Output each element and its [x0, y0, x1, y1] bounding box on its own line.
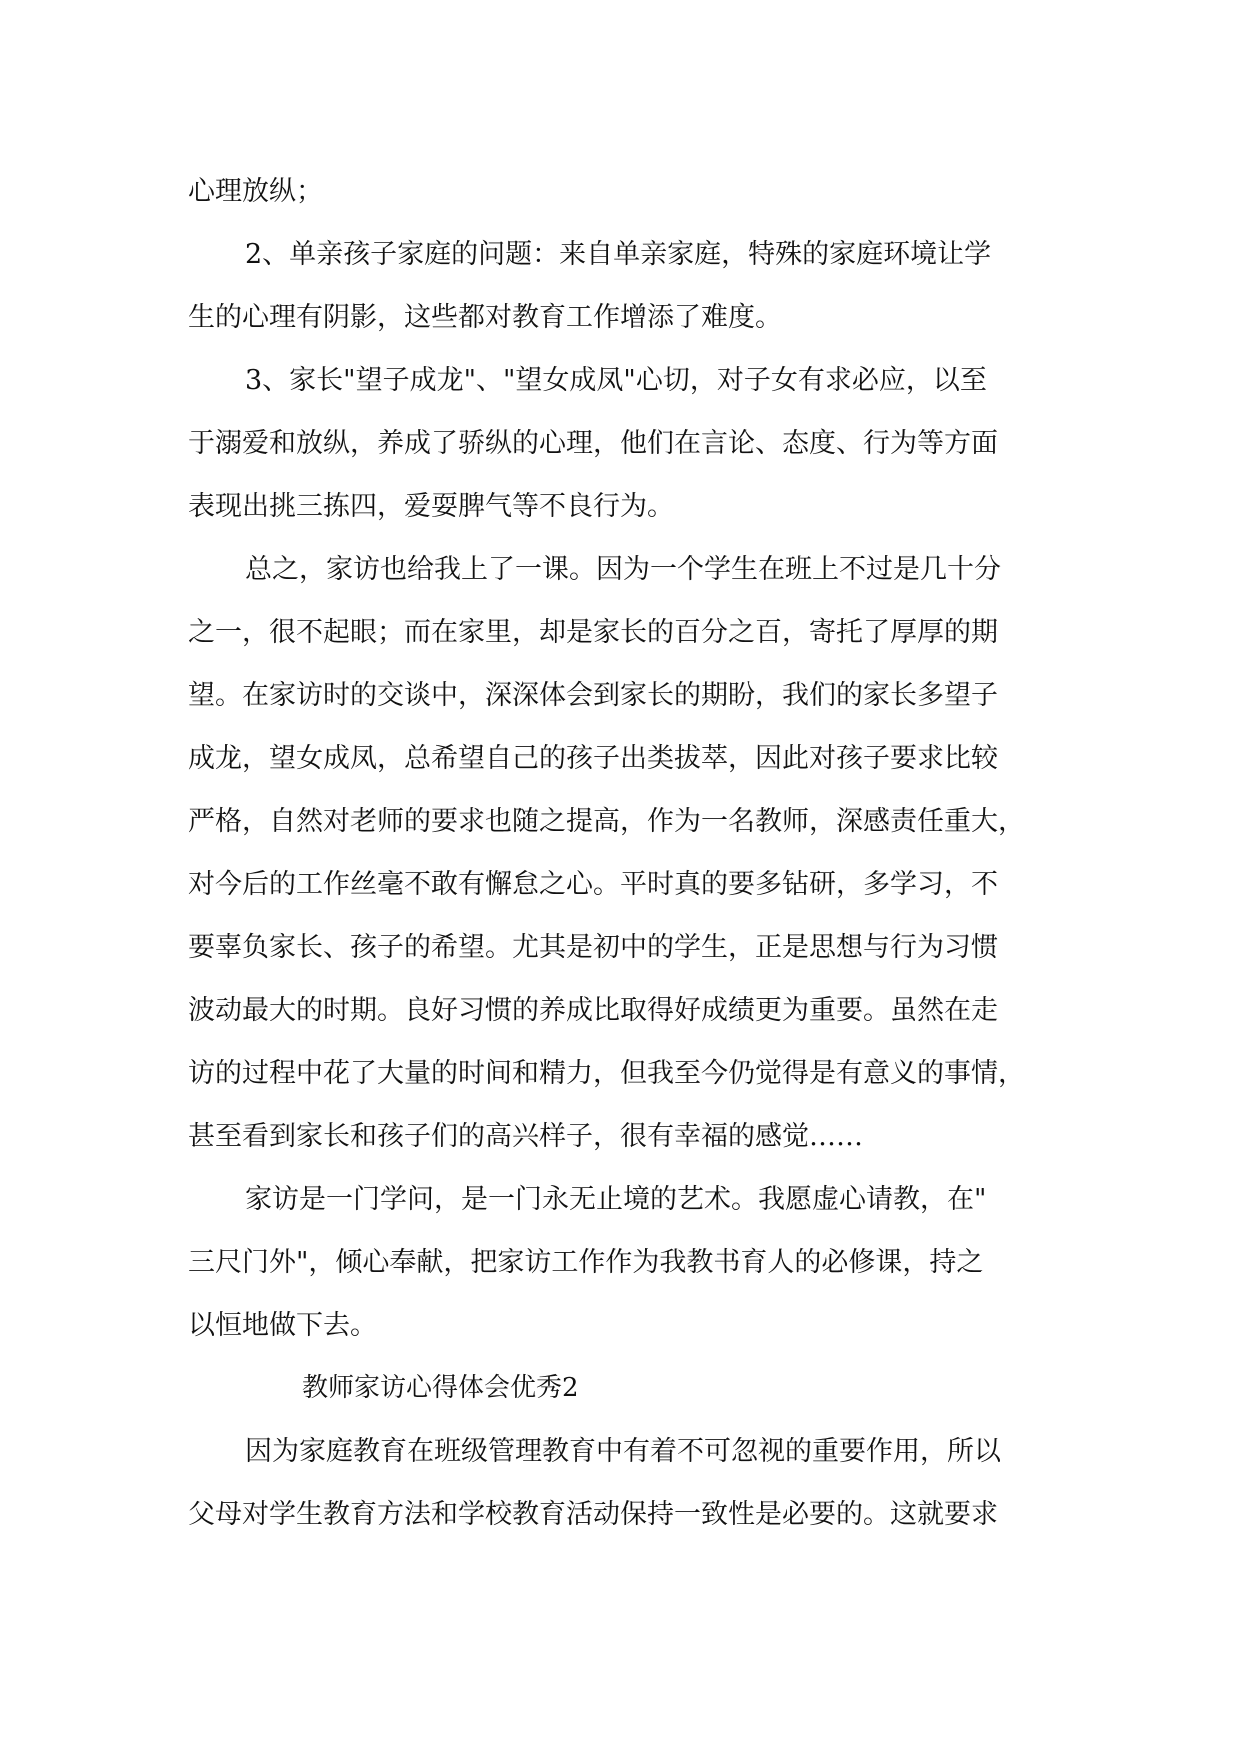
text-line: 父母对学生教育方法和学校教育活动保持一致性是必要的。这就要求: [188, 1499, 998, 1530]
text-line: 要辜负家长、孩子的希望。尤其是初中的学生，正是思想与行为习惯: [188, 932, 998, 963]
text-line: 家访是一门学问，是一门永无止境的艺术。我愿虚心请教，在": [245, 1184, 987, 1215]
text-line: 以恒地做下去。: [188, 1310, 377, 1341]
text-line: 甚至看到家长和孩子们的高兴样子，很有幸福的感觉……: [188, 1121, 863, 1152]
text-line: 因为家庭教育在班级管理教育中有着不可忽视的重要作用，所以: [245, 1436, 1001, 1467]
text-line: 总之，家访也给我上了一课。因为一个学生在班上不过是几十分: [245, 554, 1001, 585]
text-line: 访的过程中花了大量的时间和精力，但我至今仍觉得是有意义的事情，: [188, 1058, 1025, 1089]
text-line: 生的心理有阴影，这些都对教育工作增添了难度。: [188, 302, 782, 333]
section-heading: 教师家访心得体会优秀2: [302, 1373, 579, 1403]
text-line: 波动最大的时期。良好习惯的养成比取得好成绩更为重要。虽然在走: [188, 995, 998, 1026]
text-line: 3、家长"望子成龙"、"望女成凤"心切，对子女有求必应，以至: [245, 365, 987, 396]
text-line: 望。在家访时的交谈中，深深体会到家长的期盼，我们的家长多望子: [188, 680, 998, 711]
text-line: 2、单亲孩子家庭的问题：来自单亲家庭，特殊的家庭环境让学: [245, 239, 992, 270]
text-line: 对今后的工作丝毫不敢有懈怠之心。平时真的要多钻研，多学习，不: [188, 869, 998, 900]
text-line: 于溺爱和放纵，养成了骄纵的心理，他们在言论、态度、行为等方面: [188, 428, 998, 459]
text-line: 之一，很不起眼；而在家里，却是家长的百分之百，寄托了厚厚的期: [188, 617, 998, 648]
text-line: 严格，自然对老师的要求也随之提高，作为一名教师，深感责任重大，: [188, 806, 1025, 837]
document-body: [188, 160, 1058, 1546]
text-line: 三尺门外"，倾心奉献，把家访工作作为我教书育人的必修课，持之: [188, 1247, 984, 1278]
text-line: 表现出挑三拣四，爱耍脾气等不良行为。: [188, 491, 674, 522]
text-line: 心理放纵；: [188, 176, 323, 207]
text-line: 成龙，望女成凤，总希望自己的孩子出类拔萃，因此对孩子要求比较: [188, 743, 998, 774]
